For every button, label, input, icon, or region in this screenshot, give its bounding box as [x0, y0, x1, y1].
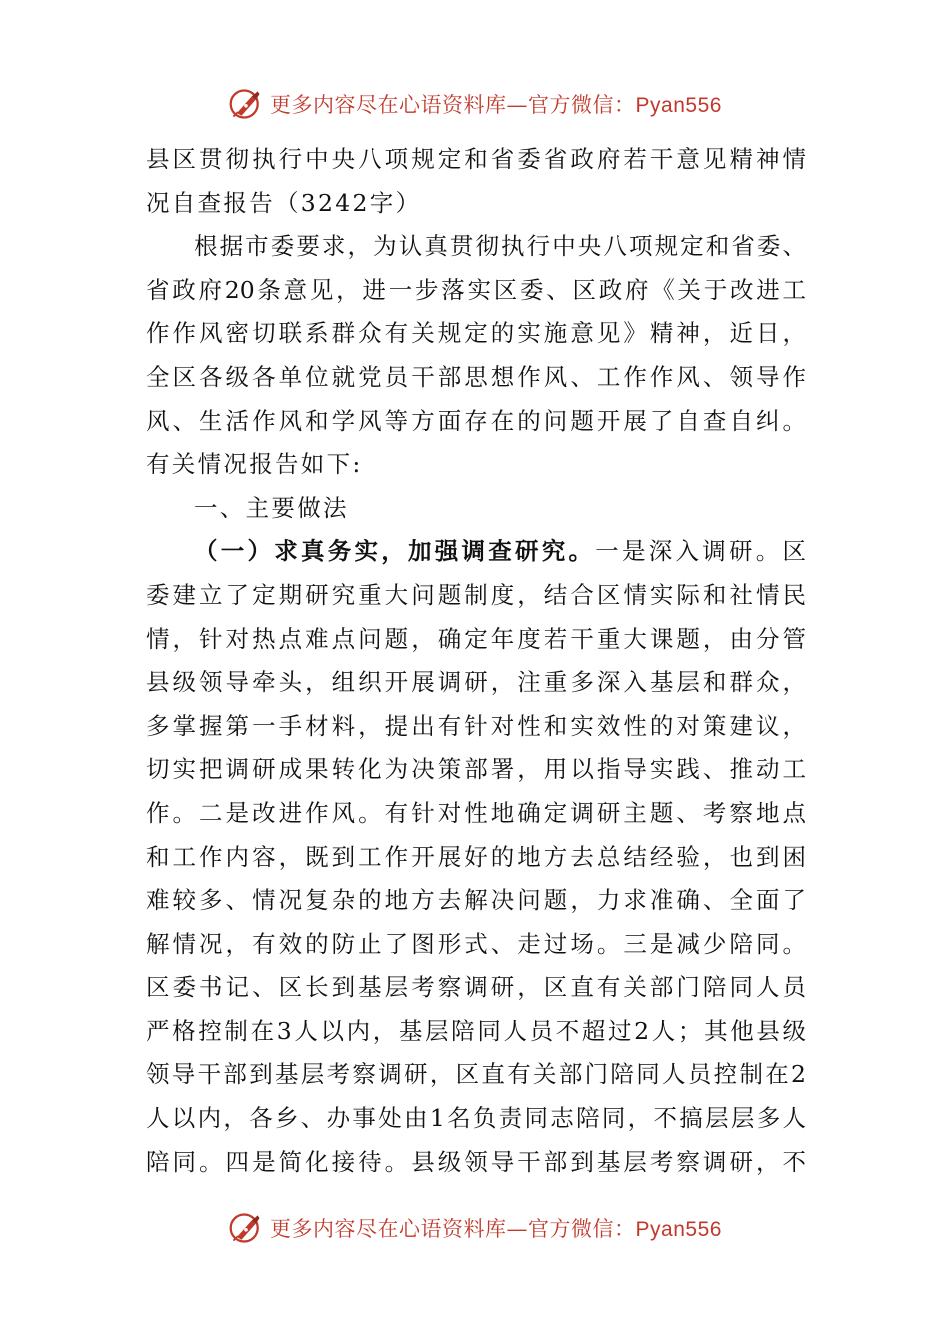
paragraph-line: 多掌握第一手材料，提出有针对性和实效性的对策建议，: [146, 711, 806, 740]
watermark-text: 更多内容尽在心语资料库—官方微信：Pyan556: [270, 93, 722, 117]
paragraph-line: 陪同。四是简化接待。县级领导干部到基层考察调研，不: [146, 1147, 806, 1176]
paragraph-line: 省政府20条意见，进一步落实区委、区政府《关于改进工: [146, 275, 806, 304]
paragraph-line: 区委书记、区长到基层考察调研，区直有关部门陪同人员: [146, 973, 806, 1002]
paragraph-line: 风、生活作风和学风等方面存在的问题开展了自查自纠。: [146, 406, 806, 435]
paragraph-line: 县级领导牵头，组织开展调研，注重多深入基层和群众，: [146, 668, 806, 697]
watermark-banner-bottom: [0, 1208, 950, 1248]
paragraph-line: 严格控制在3人以内，基层陪同人员不超过2人；其他县级: [146, 1016, 806, 1045]
paragraph-line: 委建立了定期研究重大问题制度，结合区情实际和社情民: [146, 580, 806, 609]
section-heading: 一、主要做法: [194, 493, 349, 522]
paragraph-line: 难较多、情况复杂的地方去解决问题，力求准确、全面了: [146, 886, 806, 915]
paragraph-line: 切实把调研成果转化为决策部署，用以指导实践、推动工: [146, 755, 806, 784]
paragraph-line: 根据市委要求，为认真贯彻执行中央八项规定和省委、: [194, 232, 806, 261]
pen-nib-logo-icon: [228, 1210, 264, 1246]
subsection-first-line: [146, 530, 806, 574]
paragraph-line: 解情况，有效的防止了图形式、走过场。三是减少陪同。: [146, 929, 806, 958]
paragraph-line: 全区各级各单位就党员干部思想作风、工作作风、领导作: [146, 362, 806, 391]
watermark-banner-top: [0, 84, 950, 124]
paragraph-line: 和工作内容，既到工作开展好的地方去总结经验，也到困: [146, 842, 806, 871]
paragraph-line: 人以内，各乡、办事处由1名负责同志陪同，不搞层层多人: [146, 1104, 806, 1133]
paragraph-line: 作作风密切联系群众有关规定的实施意见》精神，近日，: [146, 319, 806, 348]
subsection-heading: （一）求真务实，加强调查研究。: [194, 537, 596, 566]
pen-nib-logo-icon: [228, 86, 264, 122]
paragraph-line: 情，针对热点难点问题，确定年度若干重大课题，由分管: [146, 624, 806, 653]
watermark-text: 更多内容尽在心语资料库—官方微信：Pyan556: [270, 1217, 722, 1241]
paragraph-text: 一是深入调研。区: [595, 537, 806, 566]
paragraph-line: 有关情况报告如下:: [146, 450, 363, 479]
paragraph-line: 作。二是改进作风。有针对性地确定调研主题、考察地点: [146, 798, 806, 827]
document-body: [146, 138, 806, 1184]
doc-title-line: 况自查报告（3242字）: [146, 188, 422, 217]
doc-title-line: 县区贯彻执行中央八项规定和省委省政府若干意见精神情: [146, 145, 806, 173]
paragraph-line: 领导干部到基层考察调研，区直有关部门陪同人员控制在2: [146, 1060, 806, 1089]
